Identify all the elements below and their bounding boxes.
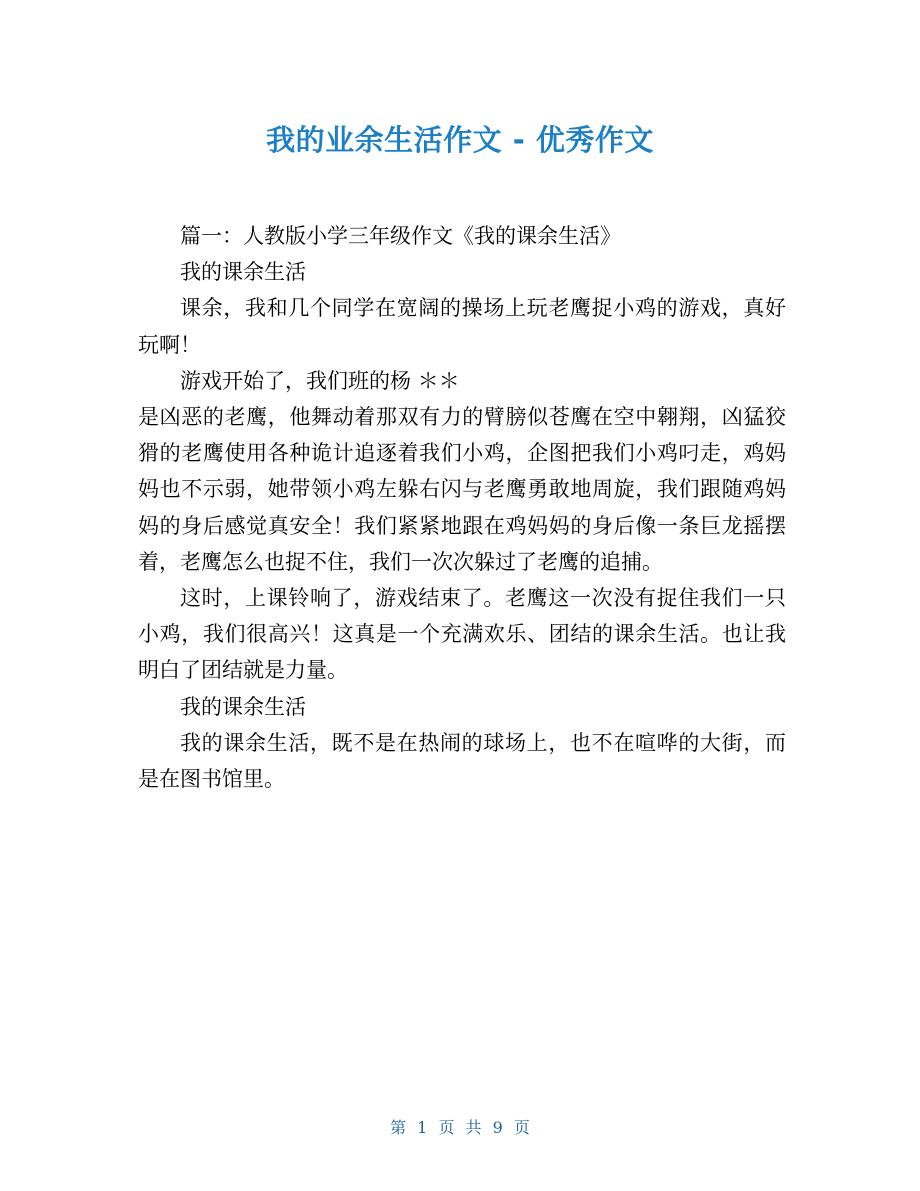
paragraph: 是凶恶的老鹰，他舞动着那双有力的臂膀似苍鹰在空中翱翔，凶猛狡猾的老鹰使用各种诡计追逐着我们小鸡，企图把我们小鸡叼走，鸡妈妈也不示弱，她带领小鸡左躲右闪与老鹰勇敢地周旋，我们跟随鸡妈妈的身后感觉真安全！我们紧紧地跟在鸡妈妈的身后像一条巨龙摇摆着，老鹰怎么也捉不住，我们一次次躲过了老鹰的追捕。 <box>138 405 786 574</box>
document-title: 我的业余生活作文 - 优秀作文 <box>266 123 654 157</box>
paragraph: 游戏开始了，我们班的杨 ＊＊ <box>180 368 460 393</box>
paragraph-chapter-heading: 篇一：人教版小学三年级作文《我的课余生活》 <box>180 224 621 248</box>
paragraph-subtitle: 我的课余生活 <box>180 694 306 719</box>
paragraph-subtitle: 我的课余生活 <box>180 260 306 285</box>
paragraph: 课余，我和几个同学在宽阔的操场上玩老鹰捉小鸡的游戏，真好玩啊！ <box>138 296 786 357</box>
document-body <box>138 218 786 797</box>
page-number-footer: 第 1 页 共 9 页 <box>390 1118 530 1137</box>
paragraph: 我的课余生活，既不是在热闹的球场上，也不在喧哗的大街，而是在图书馆里。 <box>138 730 786 792</box>
paragraph: 这时，上课铃响了，游戏结束了。老鹰这一次没有捉住我们一只小鸡，我们很高兴！这真是一个充满欢乐、团结的课余生活。也让我明白了团结就是力量。 <box>138 586 786 683</box>
